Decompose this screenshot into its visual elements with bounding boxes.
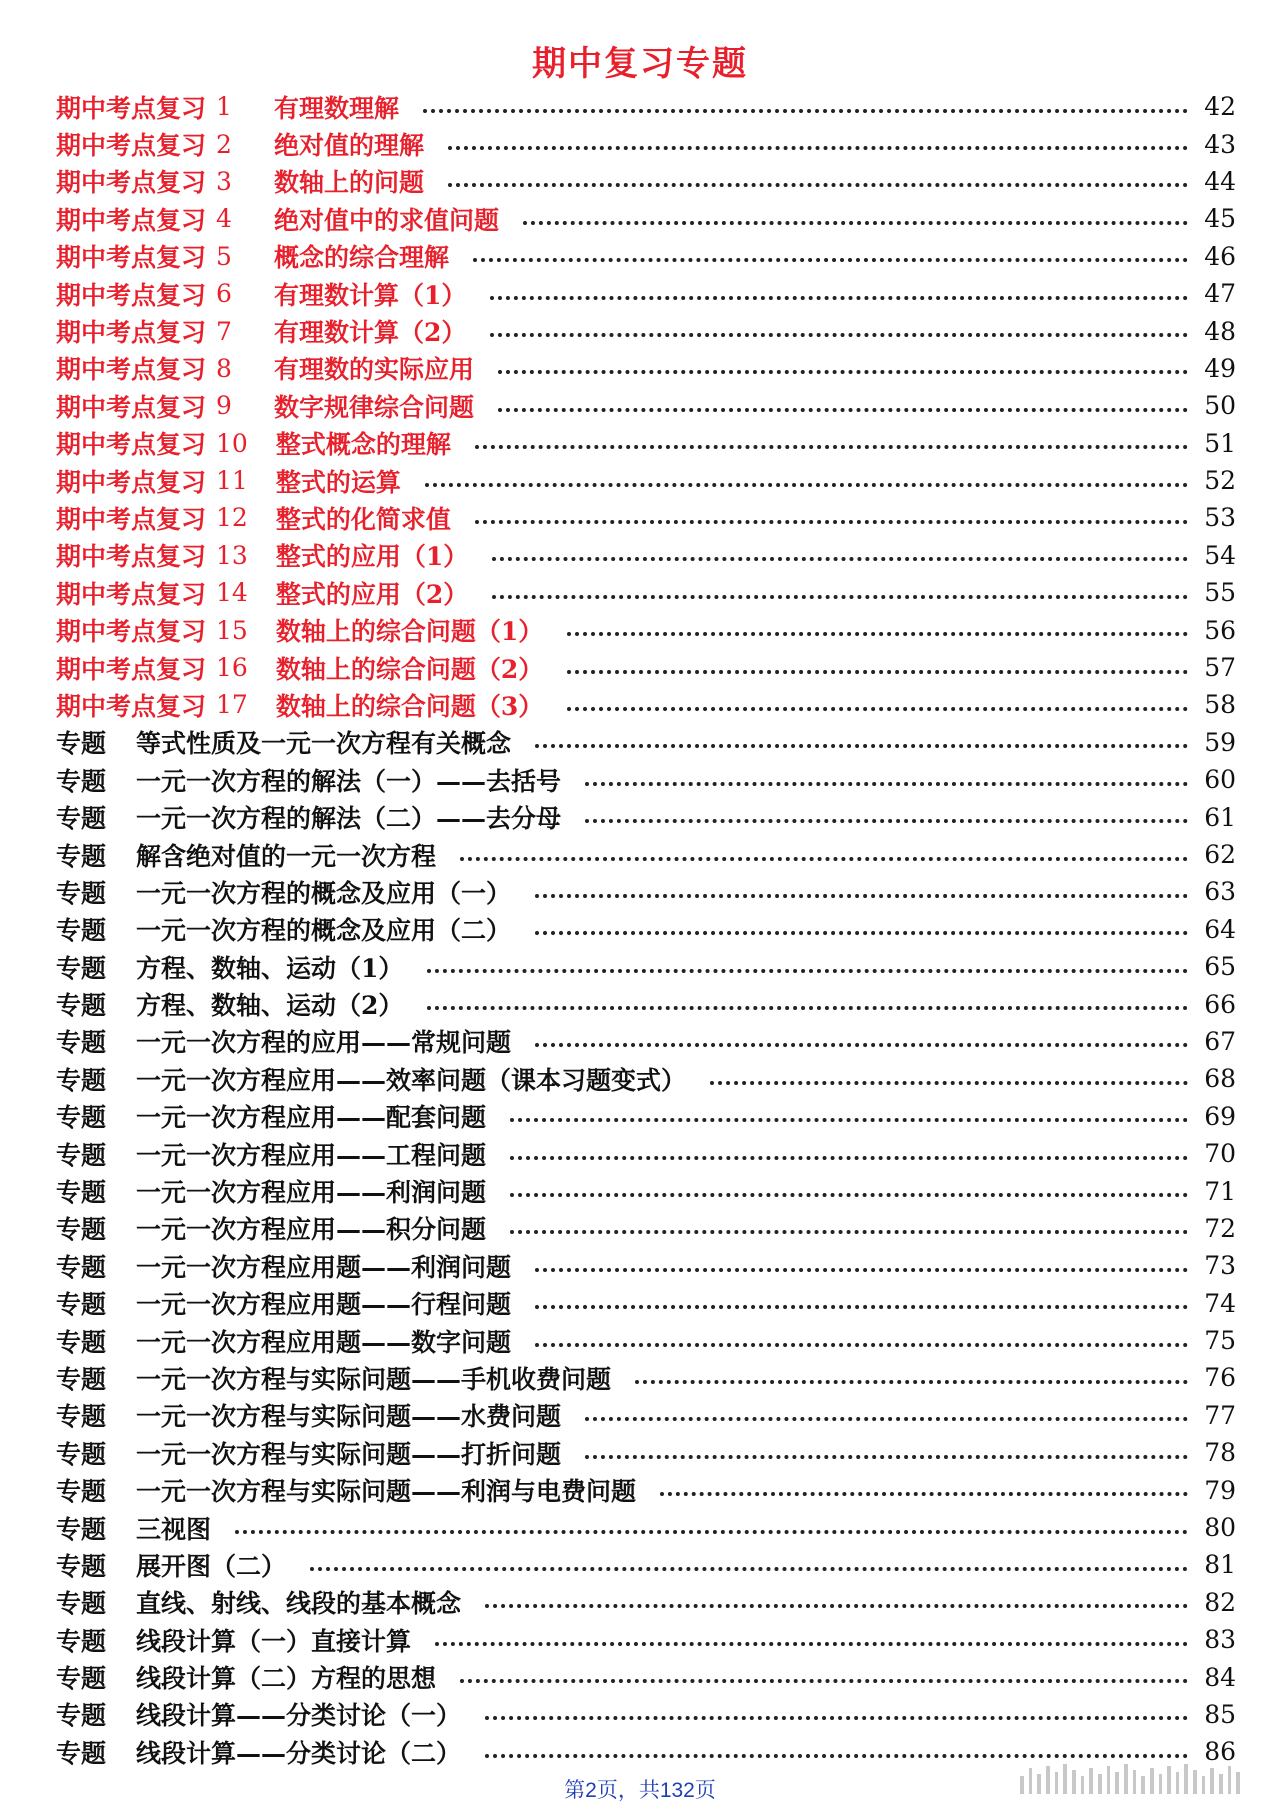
toc-entry-title: 一元一次方程与实际问题——手机收费问题 [136,1364,612,1394]
dot-leader [510,1156,1188,1160]
toc-entry-prefix: 专题 [56,1589,107,1619]
toc-entry-title: 线段计算——分类讨论（一） [136,1701,462,1731]
indicator-bar [1115,1772,1119,1794]
toc-entry-page: 59 [1204,727,1236,757]
toc-entry-title: 一元一次方程的概念及应用（一） [136,878,512,908]
toc-entry-prefix: 期中考点复习 [56,542,207,572]
indicator-bar [1236,1772,1240,1794]
toc-entry-title: 一元一次方程与实际问题——水费问题 [136,1402,562,1432]
toc-entry-prefix: 期中考点复习 [56,318,207,348]
toc-entry-title: 一元一次方程的应用——常规问题 [136,1028,512,1058]
toc-entry-prefix: 专题 [56,1664,107,1694]
toc-entry-prefix: 专题 [56,1290,107,1320]
dot-leader [535,1268,1188,1272]
toc-entry-prefix: 期中考点复习 [56,168,207,198]
toc-entry-title: 概念的综合理解 [274,243,450,273]
toc-entry-prefix: 专题 [56,729,107,759]
toc-entry-prefix: 专题 [56,878,107,908]
toc-entry-prefix: 专题 [56,991,107,1021]
toc-entry-title: 有理数的实际应用 [274,355,475,385]
toc-entry-number: 15 [216,615,248,645]
toc-entry-number: 5 [216,241,232,271]
dot-leader [535,931,1188,935]
toc-entry-title: 整式的应用（1） [275,542,469,572]
toc-entry-prefix: 专题 [56,1065,107,1095]
toc-entry-number: 14 [216,578,248,608]
toc-entry-page: 46 [1204,241,1236,271]
dot-leader [585,1417,1188,1421]
toc-entry-page: 64 [1204,914,1236,944]
dot-leader [710,1081,1188,1085]
toc-entry[interactable] [56,1359,1236,1396]
toc-entry-page: 65 [1204,952,1236,982]
toc-entry-number: 6 [216,279,232,309]
toc-entry-title: 有理数计算（2） [274,318,467,348]
toc-entry-page: 80 [1204,1513,1236,1543]
page-title: 期中复习专题 [532,44,748,84]
toc-entry-page: 67 [1204,1026,1236,1056]
toc-entry-prefix: 专题 [56,1701,107,1731]
toc-entry-title: 直线、射线、线段的基本概念 [136,1589,462,1619]
dot-leader [460,1679,1188,1683]
toc-entry-prefix: 专题 [56,1477,107,1507]
dot-leader [475,445,1188,449]
toc-entry[interactable] [56,462,1236,499]
toc-entry-page: 81 [1204,1550,1236,1580]
toc-entry-page: 68 [1204,1064,1236,1094]
indicator-bar [1124,1764,1128,1794]
toc-entry-title: 数字规律综合问题 [274,392,475,422]
toc-entry-page: 86 [1204,1737,1236,1767]
toc-entry-page: 56 [1204,615,1236,645]
toc-entry-title: 三视图 [136,1514,212,1544]
toc-entry[interactable] [56,836,1236,873]
dot-leader [485,1604,1188,1608]
toc-entry-prefix: 专题 [56,1252,107,1282]
toc-entry[interactable] [56,948,1236,985]
indicator-bar [1228,1766,1232,1794]
indicator-bar [1107,1766,1111,1794]
indicator-bar [1193,1770,1197,1794]
toc-entry-prefix: 专题 [56,953,107,983]
toc-entry-title: 一元一次方程与实际问题——打折问题 [136,1439,562,1469]
dot-leader [492,595,1188,599]
dot-leader [535,1343,1188,1347]
toc-entry-number: 2 [216,129,232,159]
toc-entry[interactable] [56,163,1236,200]
toc-entry-page: 76 [1204,1363,1236,1393]
toc-entry[interactable] [56,499,1236,536]
dot-leader [585,782,1188,786]
toc-entry-prefix: 专题 [56,1178,107,1208]
dot-leader [310,1567,1188,1571]
toc-entry-page: 55 [1204,578,1236,608]
toc-entry-title: 一元一次方程应用——配套问题 [136,1103,487,1133]
dot-leader [510,1118,1188,1122]
toc-entry[interactable] [56,1471,1236,1508]
toc-entry-page: 52 [1204,466,1236,496]
toc-entry-prefix: 专题 [56,1402,107,1432]
toc-entry[interactable] [56,425,1236,462]
toc-entry-prefix: 专题 [56,1738,107,1768]
toc-entry-page: 70 [1204,1139,1236,1169]
toc-entry[interactable] [56,88,1236,125]
toc-entry-title: 方程、数轴、运动（1） [136,953,404,983]
table-of-contents [56,88,1236,1771]
toc-entry-prefix: 专题 [56,1140,107,1170]
toc-entry-title: 线段计算——分类讨论（二） [136,1738,462,1768]
dot-leader [535,744,1188,748]
toc-entry-page: 77 [1204,1400,1236,1430]
dot-leader [473,258,1188,262]
indicator-bar [1081,1776,1085,1794]
dot-leader [427,1006,1188,1010]
toc-entry-prefix: 期中考点复习 [56,355,207,385]
dot-leader [535,1305,1188,1309]
dot-leader [490,296,1188,300]
toc-entry[interactable] [56,1322,1236,1359]
toc-entry-page: 50 [1204,391,1236,421]
toc-entry[interactable] [56,611,1236,648]
toc-entry[interactable] [56,798,1236,835]
toc-entry-page: 74 [1204,1288,1236,1318]
dot-leader [635,1380,1188,1384]
toc-entry-title: 一元一次方程的概念及应用（二） [136,916,512,946]
indicator-bar [1159,1774,1163,1794]
toc-entry[interactable] [56,312,1236,349]
dot-leader [660,1492,1188,1496]
toc-entry[interactable] [56,873,1236,910]
toc-entry-title: 数轴上的综合问题（1） [275,617,544,647]
toc-entry-page: 84 [1204,1662,1236,1692]
toc-entry-title: 绝对值的理解 [274,131,425,161]
indicator-bar [1210,1768,1214,1794]
toc-entry-prefix: 期中考点复习 [56,504,207,534]
toc-entry-title: 一元一次方程应用——利润问题 [136,1178,487,1208]
toc-entry-page: 53 [1204,503,1236,533]
toc-entry-page: 60 [1204,765,1236,795]
toc-entry-title: 一元一次方程应用——积分问题 [136,1215,487,1245]
dot-leader [448,183,1188,187]
dot-leader [485,1754,1188,1758]
toc-entry-prefix: 专题 [56,916,107,946]
toc-entry[interactable] [56,1285,1236,1322]
toc-entry-page: 44 [1204,166,1236,196]
dot-leader [423,109,1188,113]
toc-entry-title: 一元一次方程的解法（一）——去括号 [136,766,562,796]
dot-leader [510,1193,1188,1197]
indicator-bar [1063,1764,1067,1794]
toc-entry-title: 一元一次方程应用题——利润问题 [136,1252,512,1282]
toc-entry-prefix: 期中考点复习 [56,243,207,273]
dot-leader [235,1530,1188,1534]
toc-entry[interactable] [56,350,1236,387]
toc-entry[interactable] [56,724,1236,761]
toc-entry-prefix: 专题 [56,1626,107,1656]
indicator-bar [1184,1764,1188,1794]
toc-entry-prefix: 期中考点复习 [56,430,207,460]
dot-leader [510,1230,1188,1234]
indicator-bar [1176,1772,1180,1794]
toc-entry-page: 69 [1204,1101,1236,1131]
toc-entry-prefix: 期中考点复习 [56,392,207,422]
toc-entry-page: 61 [1204,802,1236,832]
toc-entry-title: 数轴上的问题 [274,168,425,198]
toc-entry-number: 1 [216,92,232,122]
dot-leader [485,1716,1188,1720]
toc-entry-title: 展开图（二） [136,1551,287,1581]
toc-entry[interactable] [56,1247,1236,1284]
toc-entry[interactable] [56,1135,1236,1172]
toc-entry-page: 66 [1204,989,1236,1019]
toc-entry-title: 一元一次方程应用——效率问题（课本习题变式） [136,1065,687,1095]
toc-entry-page: 75 [1204,1326,1236,1356]
toc-entry-page: 83 [1204,1625,1236,1655]
toc-entry-page: 42 [1204,92,1236,122]
toc-entry[interactable] [56,761,1236,798]
indicator-bar [1089,1768,1093,1794]
toc-entry[interactable] [56,1098,1236,1135]
toc-entry-number: 11 [216,466,248,496]
toc-entry-page: 82 [1204,1587,1236,1617]
toc-entry[interactable] [56,1584,1236,1621]
toc-entry-page: 73 [1204,1251,1236,1281]
toc-entry-number: 17 [216,690,248,720]
page-footer: 第2页，共132页 [564,1779,716,1802]
indicator-bar [1150,1768,1154,1794]
toc-entry-page: 63 [1204,877,1236,907]
toc-entry-title: 有理数计算（1） [274,280,467,310]
dot-leader [535,894,1188,898]
toc-entry-title: 方程、数轴、运动（2） [136,991,404,1021]
toc-entry[interactable] [56,1060,1236,1097]
toc-entry[interactable] [56,574,1236,611]
toc-entry-prefix: 期中考点复习 [56,654,207,684]
dot-leader [498,408,1188,412]
indicator-bar [1029,1768,1033,1794]
toc-entry-prefix: 专题 [56,1551,107,1581]
toc-entry[interactable] [56,1397,1236,1434]
toc-entry-title: 线段计算（一）直接计算 [136,1626,412,1656]
toc-entry-page: 49 [1204,353,1236,383]
toc-entry[interactable] [56,537,1236,574]
toc-entry-page: 51 [1204,428,1236,458]
toc-entry-prefix: 专题 [56,804,107,834]
indicator-bar [1202,1776,1206,1794]
toc-entry-title: 有理数理解 [274,93,400,123]
toc-entry-title: 绝对值中的求值问题 [274,205,500,235]
toc-entry[interactable] [56,275,1236,312]
toc-entry-prefix: 专题 [56,1364,107,1394]
toc-entry[interactable] [56,200,1236,237]
toc-entry[interactable] [56,125,1236,162]
toc-entry-title: 整式概念的理解 [275,430,451,460]
dot-leader [490,333,1188,337]
toc-entry[interactable] [56,238,1236,275]
indicator-bar [1037,1774,1041,1794]
toc-entry-page: 45 [1204,204,1236,234]
toc-entry-title: 一元一次方程应用题——行程问题 [136,1290,512,1320]
toc-entry[interactable] [56,911,1236,948]
toc-entry[interactable] [56,1172,1236,1209]
toc-entry-title: 一元一次方程应用——工程问题 [136,1140,487,1170]
toc-entry-page: 72 [1204,1213,1236,1243]
toc-entry-prefix: 专题 [56,841,107,871]
toc-entry-prefix: 期中考点复习 [56,131,207,161]
toc-entry-prefix: 期中考点复习 [56,617,207,647]
toc-entry-title: 整式的运算 [275,467,401,497]
toc-entry-prefix: 期中考点复习 [56,280,207,310]
toc-entry-title: 解含绝对值的一元一次方程 [136,841,437,871]
toc-entry-title: 线段计算（二）方程的思想 [136,1664,437,1694]
dot-leader [567,670,1188,674]
dot-leader [425,483,1188,487]
toc-entry-prefix: 期中考点复习 [56,467,207,497]
dot-leader [475,520,1188,524]
toc-entry-number: 3 [216,166,232,196]
toc-entry-page: 54 [1204,540,1236,570]
toc-entry[interactable] [56,1509,1236,1546]
toc-entry-number: 8 [216,353,232,383]
toc-entry-prefix: 专题 [56,1215,107,1245]
toc-entry-title: 数轴上的综合问题（2） [275,654,544,684]
scroll-indicator-icon [1020,1762,1240,1794]
dot-leader [435,1642,1188,1646]
toc-entry[interactable] [56,1434,1236,1471]
toc-entry-page: 78 [1204,1438,1236,1468]
toc-entry-prefix: 专题 [56,1514,107,1544]
indicator-bar [1167,1766,1171,1794]
toc-entry-prefix: 专题 [56,1327,107,1357]
toc-entry[interactable] [56,649,1236,686]
toc-entry-page: 57 [1204,653,1236,683]
toc-entry[interactable] [56,1696,1236,1733]
toc-entry-title: 一元一次方程与实际问题——利润与电费问题 [136,1477,637,1507]
dot-leader [585,819,1188,823]
toc-entry-prefix: 期中考点复习 [56,205,207,235]
toc-entry-page: 71 [1204,1176,1236,1206]
indicator-bar [1072,1770,1076,1794]
toc-entry-title: 等式性质及一元一次方程有关概念 [136,729,512,759]
toc-entry-title: 整式的应用（2） [275,579,469,609]
dot-leader [460,857,1188,861]
toc-entry-title: 一元一次方程的解法（二）——去分母 [136,804,562,834]
indicator-bar [1133,1770,1137,1794]
toc-entry[interactable] [56,1210,1236,1247]
dot-leader [448,146,1188,150]
toc-entry-prefix: 专题 [56,766,107,796]
toc-entry-number: 7 [216,316,232,346]
dot-leader [567,632,1188,636]
dot-leader [498,370,1188,374]
toc-entry-page: 58 [1204,690,1236,720]
toc-entry-page: 43 [1204,129,1236,159]
toc-entry[interactable] [56,1546,1236,1583]
dot-leader [427,969,1188,973]
toc-entry[interactable] [56,686,1236,723]
toc-entry-title: 整式的化简求值 [275,504,451,534]
toc-entry-page: 62 [1204,840,1236,869]
indicator-bar [1098,1774,1102,1794]
dot-leader [585,1455,1188,1459]
indicator-bar [1046,1766,1050,1794]
toc-entry[interactable] [56,1658,1236,1695]
toc-entry-number: 10 [216,428,248,458]
toc-entry[interactable] [56,985,1236,1022]
toc-entry-title: 数轴上的综合问题（3） [275,691,544,721]
toc-entry[interactable] [56,1023,1236,1060]
toc-entry-prefix: 期中考点复习 [56,579,207,609]
toc-entry-number: 9 [216,391,232,421]
indicator-bar [1219,1774,1223,1794]
dot-leader [492,557,1188,561]
toc-entry-number: 13 [216,540,248,570]
dot-leader [535,1043,1188,1047]
toc-entry-number: 16 [216,653,248,683]
indicator-bar [1020,1776,1024,1794]
toc-entry-page: 47 [1204,279,1236,309]
toc-entry-page: 48 [1204,316,1236,346]
toc-entry-prefix: 专题 [56,1439,107,1469]
toc-entry-page: 79 [1204,1475,1236,1505]
toc-entry-prefix: 期中考点复习 [56,691,207,721]
dot-leader [567,707,1188,711]
toc-entry-prefix: 专题 [56,1103,107,1133]
toc-entry[interactable] [56,387,1236,424]
toc-entry[interactable] [56,1621,1236,1658]
toc-entry-page: 85 [1204,1699,1236,1729]
toc-entry-number: 12 [216,503,248,533]
indicator-bar [1055,1772,1059,1794]
dot-leader [523,221,1188,225]
toc-entry-number: 4 [216,204,232,234]
toc-entry-prefix: 专题 [56,1028,107,1058]
toc-entry-prefix: 期中考点复习 [56,93,207,123]
indicator-bar [1141,1776,1145,1794]
toc-entry-title: 一元一次方程应用题——数字问题 [136,1327,512,1357]
